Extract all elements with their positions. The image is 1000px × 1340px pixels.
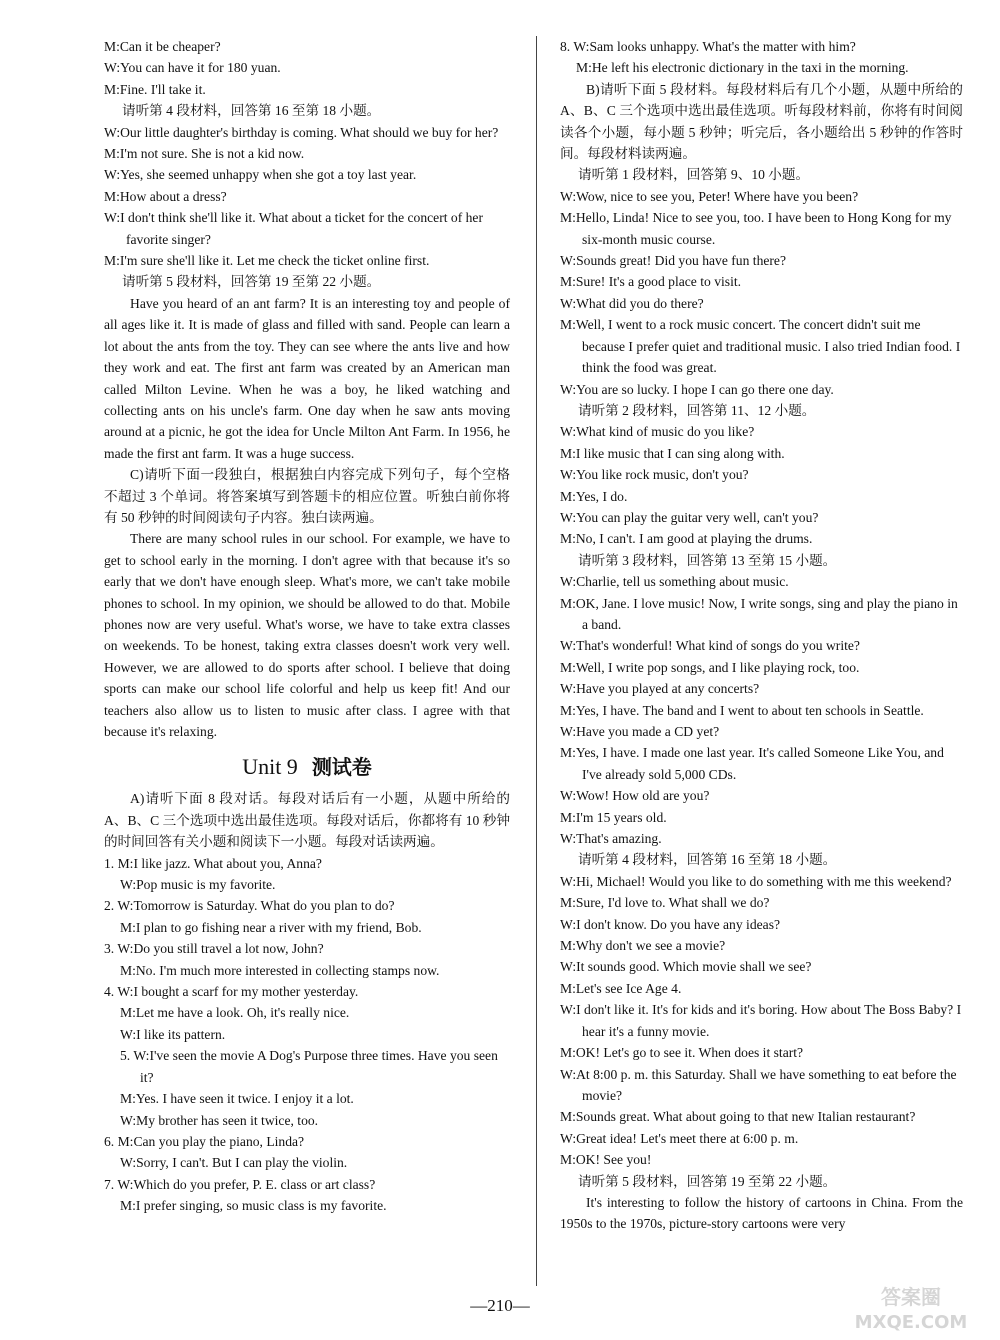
left-text-line: 5. W:I've seen the movie A Dog's Purpose three times. Have you seen it?	[120, 1048, 498, 1085]
left-text-line: M:Fine. I'll take it.	[104, 81, 206, 97]
right-text-line: M:No, I can't. I am good at playing the drums.	[560, 531, 813, 547]
right-text-line: M:Well, I went to a rock music concert. The concert didn't suit me because I prefer quiet and traditional music. I also tried Indian food. I think the food was great.	[560, 317, 961, 376]
right-text-line: 请听第 2 段材料，回答第 11、12 小题。	[578, 402, 816, 418]
right-text-line: 8. W:Sam looks unhappy. What's the matter with him?	[560, 39, 856, 54]
left-text-line: C)请听下面一段独白，根据独白内容完成下列句子，每个空格不超过 3 个单词。将答案填写到答题卡的相应位置。听独白前你将有 50 秒钟的时间阅读句子内容。独白读两遍。	[104, 467, 510, 525]
right-text-line: 请听第 3 段材料，回答第 13 至第 15 小题。	[578, 552, 837, 568]
left-text-line: There are many school rules in our school. For example, we have to get to school early in the morning. I don't agree with that because it's so early that we don't have enough sleep. What's more, we can't take mobile phones to school. In my opinion, we should be allowed to do that. Mobile phones now are very useful. What's worse, we have to take extra classes on weekends. To be honest, taking extra classes doesn't work very well. However, we are allowed to do sports after school. I believe that doing sports can make our school life colorful and help us keep fit! And our teachers also allow us to listen to music after class. I agree with that because it's relaxing.	[104, 531, 510, 739]
right-text-line: M:Sounds great. What about going to that new Italian restaurant?	[560, 1109, 916, 1125]
unit-heading	[104, 752, 510, 782]
right-text-line: 请听第 4 段材料，回答第 16 至第 18 小题。	[578, 852, 837, 868]
left-text-line: 6. M:Can you play the piano, Linda?	[104, 1133, 305, 1149]
right-text-line: M:Well, I write pop songs, and I like playing rock, too.	[560, 659, 860, 675]
left-text-line: 4. W:I bought a scarf for my mother yesterday.	[104, 984, 359, 1000]
left-text-line: W:I like its pattern.	[120, 1026, 226, 1042]
right-text-line: W:Wow! How old are you?	[560, 788, 710, 804]
left-text-line: M:Yes. I have seen it twice. I enjoy it a lot.	[120, 1091, 354, 1107]
right-text-line: W:Sounds great! Did you have fun there?	[560, 253, 786, 269]
right-text-line: M:He left his electronic dictionary in the taxi in the morning.	[576, 60, 909, 76]
left-text-line: W:You can have it for 180 yuan.	[104, 60, 281, 76]
right-text-line: M:Sure, I'd love to. What shall we do?	[560, 895, 770, 911]
right-text-line: W:Great idea! Let's meet there at 6:00 p. m.	[560, 1130, 799, 1146]
right-text-line: W:It sounds good. Which movie shall we see?	[560, 959, 812, 975]
right-text-line: M:Why don't we see a movie?	[560, 938, 726, 954]
right-text-line: M:Let's see Ice Age 4.	[560, 980, 682, 996]
right-text-line: W:Hi, Michael! Would you like to do something with me this weekend?	[560, 873, 952, 889]
right-text-line: W:That's amazing.	[560, 831, 662, 847]
left-text-line: Have you heard of an ant farm? It is an interesting toy and people of all ages like it. It is made of glass and filled with sand. People can learn a lot about the ants from the toy. They can see where the ants live and how they work and eat. The first ant farm was created by an American man called Milton Levine. When he was a boy, he liked watching and collecting ants on his uncle's farm. One day when he saw ants moving around at a picnic, he got the idea for Uncle Milton Ant Farm. In 1956, he made the first ant farm. It was a huge success.	[104, 295, 510, 461]
left-text-line: 7. W:Which do you prefer, P. E. class or art class?	[104, 1176, 376, 1192]
left-text-line: W:Pop music is my favorite.	[120, 877, 276, 893]
right-text-line: W:What kind of music do you like?	[560, 424, 755, 440]
unit-subtitle: 测试卷	[311, 755, 372, 780]
right-text-line: B)请听下面 5 段材料。每段材料后有几个小题，从题中所给的 A、B、C 三个选项中选出最佳选项。听每段材料前，你将有时间阅读各个小题，每小题 5 秒钟；听完后，各小题给出 5 秒钟的作答时间。每段材料读两遍。	[560, 81, 963, 162]
page-number: —210—	[470, 1296, 530, 1315]
right-text-line: M:Hello, Linda! Nice to see you, too. I have been to Hong Kong for my six-month music course.	[560, 210, 952, 247]
right-text-line: M:OK! Let's go to see it. When does it start?	[560, 1045, 804, 1061]
svg-text:答案圈: 答案圈	[881, 1285, 941, 1309]
left-text-line: W:Yes, she seemed unhappy when she got a toy last year.	[104, 167, 417, 183]
left-text-line: W:Our little daughter's birthday is coming. What should we buy for her?	[104, 124, 499, 140]
left-text-line: M:I'm not sure. She is not a kid now.	[104, 146, 305, 162]
right-text-line: W:What did you do there?	[560, 295, 704, 311]
left-text-line: 2. W:Tomorrow is Saturday. What do you plan to do?	[104, 898, 395, 914]
right-text-line: M:Yes, I do.	[560, 488, 628, 504]
left-text-line: W:I don't think she'll like it. What about a ticket for the concert of her favorite singer?	[104, 210, 483, 247]
right-text-line: W:Charlie, tell us something about music.	[560, 574, 789, 590]
right-text-line: W:You like rock music, don't you?	[560, 467, 749, 483]
right-text-line: W:At 8:00 p. m. this Saturday. Shall we have something to eat before the movie?	[560, 1066, 957, 1103]
left-text-line: M:How about a dress?	[104, 188, 227, 204]
right-text-line: M:I like music that I can sing along with.	[560, 445, 785, 461]
right-column	[560, 36, 963, 1235]
right-text-line: M:OK, Jane. I love music! Now, I write songs, sing and play the piano in a band.	[560, 595, 958, 632]
left-text-line: M:I'm sure she'll like it. Let me check the ticket online first.	[104, 253, 430, 269]
unit-title: Unit 9	[242, 754, 298, 780]
right-text-line: W:That's wonderful! What kind of songs do you write?	[560, 638, 860, 654]
right-text-line: M:Yes, I have. The band and I went to about ten schools in Seattle.	[560, 702, 924, 718]
right-text-line: W:You can play the guitar very well, can't you?	[560, 509, 819, 525]
left-text-line: M:Can it be cheaper?	[104, 39, 221, 54]
left-text-line: M:Let me have a look. Oh, it's really nice.	[120, 1005, 350, 1021]
left-text-line: W:My brother has seen it twice, too.	[120, 1112, 319, 1128]
left-column	[104, 36, 510, 1217]
right-text-line: W:Have you played at any concerts?	[560, 681, 760, 697]
left-text-line: 请听第 4 段材料，回答第 16 至第 18 小题。	[122, 103, 381, 119]
right-text-line: W:I don't know. Do you have any ideas?	[560, 916, 781, 932]
left-text-line: A)请听下面 8 段对话。每段对话后有一小题，从题中所给的 A、B、C 三个选项中选出最佳选项。每段对话后，你都将有 10 秒钟的时间回答有关小题和阅读下一小题。每段对话读两遍。	[104, 791, 510, 850]
column-divider	[536, 36, 537, 1286]
right-text-line: 请听第 5 段材料，回答第 19 至第 22 小题。	[578, 1173, 837, 1189]
right-text-line: W:You are so lucky. I hope I can go there one day.	[560, 381, 834, 397]
left-text-line: M:No. I'm much more interested in collecting stamps now.	[120, 962, 440, 978]
right-text-line: W:Have you made a CD yet?	[560, 724, 720, 739]
right-text-line: M:OK! See you!	[560, 1152, 652, 1168]
watermark-logo	[836, 1282, 986, 1334]
left-text-line: 请听第 5 段材料，回答第 19 至第 22 小题。	[122, 274, 381, 290]
left-text-line: M:I plan to go fishing near a river with my friend, Bob.	[120, 919, 422, 935]
left-text-line: M:I prefer singing, so music class is my favorite.	[120, 1198, 387, 1214]
right-text-line: It's interesting to follow the history of cartoons in China. From the 1950s to the 1970s, picture-story cartoons were very	[560, 1194, 963, 1232]
svg-text:MXQE.COM: MXQE.COM	[854, 1312, 968, 1333]
right-text-line: M:I'm 15 years old.	[560, 809, 667, 825]
right-text-line: W:Wow, nice to see you, Peter! Where have you been?	[560, 188, 859, 204]
right-text-line: M:Yes, I have. I made one last year. It's called Someone Like You, and I've already sold 5,000 CDs.	[560, 745, 944, 782]
left-text-line: 3. W:Do you still travel a lot now, John?	[104, 941, 324, 957]
right-text-line: M:Sure! It's a good place to visit.	[560, 274, 742, 290]
right-text-line: W:I don't like it. It's for kids and it's boring. How about The Boss Baby? I hear it's a funny movie.	[560, 1002, 962, 1039]
left-text-line: W:Sorry, I can't. But I can play the violin.	[120, 1155, 348, 1171]
left-text-line: 1. M:I like jazz. What about you, Anna?	[104, 855, 322, 871]
right-text-line: 请听第 1 段材料，回答第 9、10 小题。	[578, 167, 810, 183]
